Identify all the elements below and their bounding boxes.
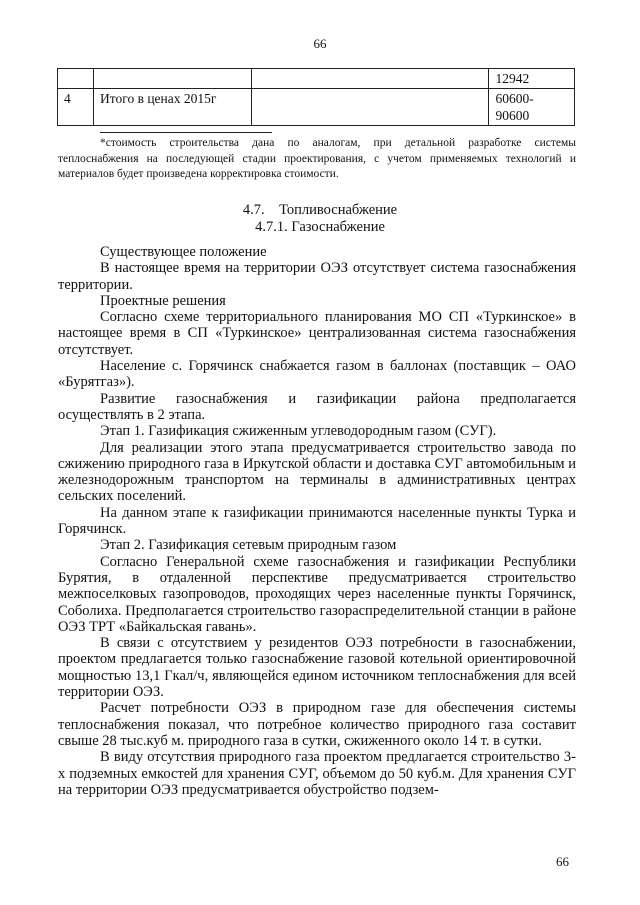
table-cell-value: 12942: [489, 69, 575, 89]
table-row: [58, 69, 575, 89]
paragraph: В настоящее время на территории ОЭЗ отсутствует система газоснабжения территории.: [58, 260, 576, 293]
page-number-bottom: 66: [556, 854, 569, 869]
paragraph: В виду отсутствия природного газа проектом предлагается строительство 3-х подземных емкостей для хранения СУГ, объемом до 50 куб.м. Для хранения СУГ на территории ОЭЗ предусматривается обустройство подзем-: [58, 749, 576, 798]
paragraph: На данном этапе к газификации принимаются населенные пункты Турка и Горячинск.: [58, 504, 576, 538]
table-cell-name: [94, 69, 252, 89]
page-number-top: 66: [313, 36, 327, 51]
body-text: [58, 244, 576, 798]
paragraph: Этап 2. Газификация сетевым природным газом: [100, 537, 397, 554]
paragraph: Развитие газоснабжения и газификации района предполагается осуществлять в 2 этапа.: [58, 390, 576, 423]
paragraph: Проектные решения: [100, 292, 226, 309]
table-cell-mid: [251, 69, 489, 89]
subsection-heading: 4.7.1. Газоснабжение: [255, 219, 385, 235]
footnote: *стоимость строительства дана по аналогам, при детальной разработке системы теплоснабжения на последующей стадии проектирования, с учетом применяемых технологий и материалов будет произведена корректировка стоимости.: [58, 137, 576, 180]
table-cell-name: Итого в ценах 2015г: [94, 89, 252, 126]
table-cell-num: [58, 69, 94, 89]
paragraph: Существующее положение: [100, 244, 267, 260]
table-cell-num: 4: [58, 89, 94, 126]
table-cell-value: 60600- 90600: [489, 89, 575, 126]
paragraph: Для реализации этого этапа предусматривается строительство завода по сжижению природного газа в Иркутской области и доставка СУГ автомобильным и железнодорожным транспортом на терминалы в административных центрах сельских поселений.: [58, 439, 576, 505]
table-cell-mid: [251, 89, 489, 126]
table-row: [58, 89, 575, 126]
section-heading: 4.7. Топливоснабжение: [242, 202, 398, 218]
paragraph: В связи с отсутствием у резидентов ОЭЗ потребности в газоснабжении, проектом предлагается только газоснабжение газовой котельной ориентировочной мощностью 13,1 Гкал/ч, являющейся едином источником теплоснабжения для всей территории ОЭЗ.: [58, 635, 576, 701]
paragraph: Население с. Горячинск снабжается газом в баллонах (поставщик – ОАО «Бурятгаз»).: [58, 358, 576, 391]
footnote-divider: [100, 132, 272, 133]
paragraph: Согласно Генеральной схеме газоснабжения и газификации Республики Бурятия, в отдаленной перспективе предусматривается строительство межпоселковых газопроводов, проходящих через населенные пункты Горячинск, Соболиха. Предполагается строительство газораспределительной станции в районе ОЭЗ ТРТ «Байкальская гавань».: [58, 553, 576, 635]
cost-table: [57, 68, 575, 126]
paragraph: Расчет потребности ОЭЗ в природном газе для обеспечения системы теплоснабжения показал, что потребное количество природного газа составит свыше 28 тыс.куб м. природного газа в сутки, сжиженного около 14 т. в сутки.: [58, 700, 576, 749]
paragraph: Согласно схеме территориального планирования МО СП «Туркинское» в настоящее время в СП «Туркинское» централизованная система газоснабжения отсутствует.: [58, 309, 576, 358]
paragraph: Этап 1. Газификация сжиженным углеводородным газом (СУГ).: [100, 423, 497, 440]
